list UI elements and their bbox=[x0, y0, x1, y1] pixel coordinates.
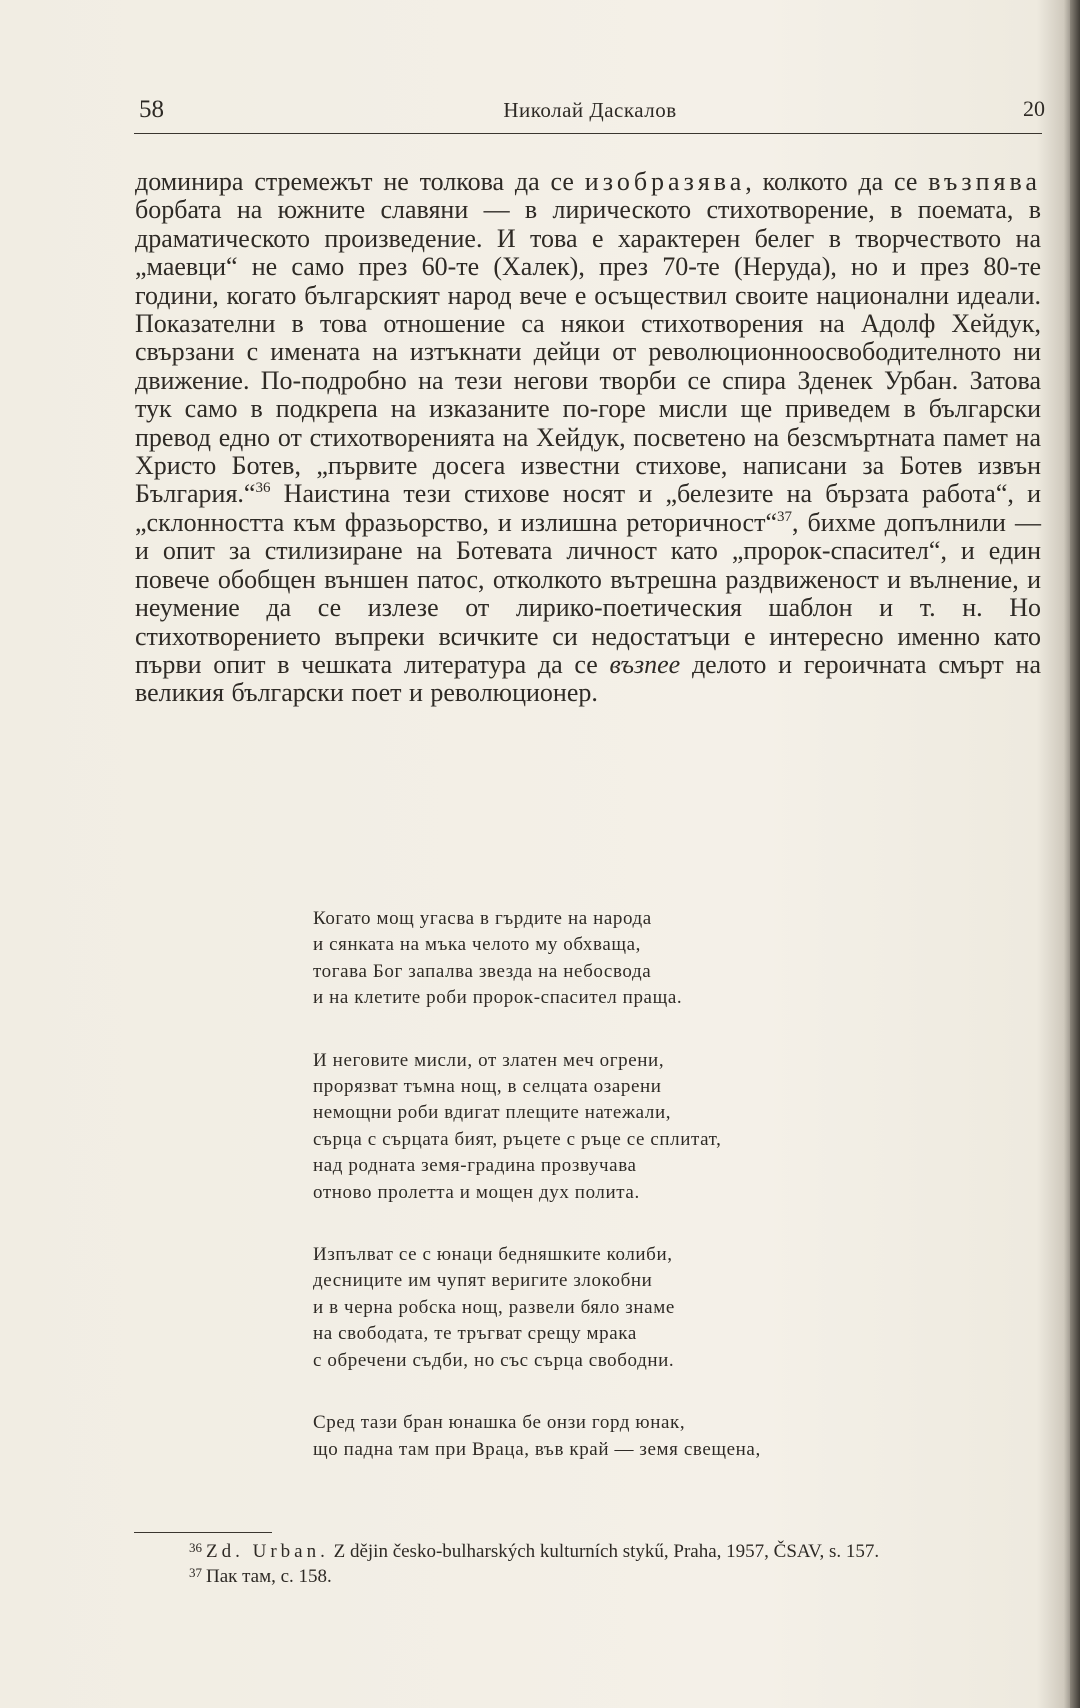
footnote-ref-37[interactable]: 37 bbox=[776, 508, 792, 525]
verse-line: и в черна робска нощ, развели бяло знаме bbox=[313, 1296, 675, 1318]
footnote-mark-36: 36 bbox=[189, 1540, 202, 1555]
verse-line: с обречени съдби, но със сърца свободни. bbox=[313, 1349, 675, 1371]
verse-line: Сред тази бран юнашка бе онзи горд юнак, bbox=[313, 1412, 686, 1434]
verse-line: сърца с сърцата бият, ръцете с ръце се сплитат, bbox=[313, 1128, 722, 1150]
verse-line: немощни роби вдигат плещите натежали, bbox=[313, 1102, 672, 1124]
footnote-37 bbox=[135, 1565, 1041, 1590]
footnote-mark-37: 37 bbox=[189, 1564, 202, 1580]
header-rule bbox=[134, 133, 1042, 134]
poem-stanza bbox=[313, 906, 1033, 1012]
verse-line: на свободата, те тръгват срещу мрака bbox=[313, 1323, 637, 1345]
poem-quotation bbox=[313, 906, 1033, 1463]
running-title: Николай Даскалов bbox=[503, 98, 677, 122]
poem-stanza bbox=[313, 1048, 1033, 1206]
footnote-ref-36[interactable]: 36 bbox=[255, 480, 271, 497]
emphasis-spaced-1: изобразява bbox=[584, 167, 746, 196]
verse-line: Когато мощ угасва в гърдите на народа bbox=[313, 908, 652, 929]
footnote-rule bbox=[134, 1532, 272, 1533]
verse-line: над родната земя-градина прозвучава bbox=[313, 1155, 637, 1177]
body-segment-1: доминира стремежът не толкова да се bbox=[135, 167, 585, 196]
body-segment-6: делото и героичната смърт на великия български поет и революционер. bbox=[135, 649, 1041, 708]
verse-line: и на клетите роби пророк-спасител праща. bbox=[313, 987, 683, 1009]
footnote-36 bbox=[135, 1540, 1041, 1565]
verse-line: прорязват тъмна нощ, в селцата озарени bbox=[313, 1076, 662, 1098]
book-spine-edge bbox=[1070, 0, 1080, 1708]
footnotes bbox=[135, 1540, 1041, 1589]
verse-line: десниците им чупят веригите злокобни bbox=[313, 1270, 653, 1292]
page-number: 58 bbox=[139, 96, 164, 123]
emphasis-spaced-2: възпява bbox=[928, 167, 1041, 196]
poem-stanza bbox=[313, 1410, 1033, 1463]
footnote-36-author: Zd. Urban. bbox=[206, 1541, 329, 1562]
poem-stanza bbox=[313, 1242, 1033, 1374]
footnote-37-text: Пак там, с. 158. bbox=[206, 1565, 332, 1587]
paragraph-text bbox=[135, 168, 1041, 708]
main-paragraph bbox=[135, 168, 1041, 708]
verse-line: И неговите мисли, от златен меч огрени, bbox=[313, 1049, 665, 1071]
body-segment-2: , колкото да се bbox=[745, 167, 929, 196]
verse-line: Изпълват се с юнаци бедняшките колиби, bbox=[313, 1244, 673, 1266]
body-segment-4: Наистина тези стихове носят и „белезите на бързата работа“, и „склонността към фразьорство, и излишна реторичност“ bbox=[135, 479, 1041, 537]
verse-line: отново пролетта и мощен дух полита. bbox=[313, 1181, 640, 1203]
emphasis-italic: възпее bbox=[609, 649, 681, 679]
verse-line: що падна там при Враца, във край — земя свещена, bbox=[313, 1438, 761, 1460]
footnote-36-text: Z dějin česko-bulharských kulturních stykű, Praha, 1957, ČSAV, s. 157. bbox=[328, 1541, 880, 1562]
right-margin-mark: 20 bbox=[1023, 96, 1045, 121]
running-head bbox=[135, 96, 1045, 126]
verse-line: тогава Бог запалва звезда на небосвода bbox=[313, 960, 652, 982]
body-segment-3: борбата на южните славяни — в лирическото стихотворение, в поемата, в драматическото произведение. И това е характерен белег в творчеството на „маевци“ не само през 60-те (Халек), през 70-те (Неруда), но и през 80-те години, когато българският народ вече е осъществил своите национални идеали. Показателни в това отношение са някои стихотворения на Адолф Хейдук, свързани с имената на изтъкнати дейци от революционноосвободителното ни движение. По-подробно на тези негови творби се спира Зденек Урбан. Затова тук само в подкрепа на изказаните по-горе мисли ще приведем в български превод едно от стихотворенията на Хейдук, посветено на безсмъртната памет на Христо Ботев, „първите досега известни стихове, написани за Ботев извън България.“ bbox=[135, 195, 1041, 509]
verse-line: и сянката на мъка челото му обхваща, bbox=[313, 934, 641, 956]
body-segment-5: , бихме допълнили — и опит за стилизиране на Ботевата личност като „пророк-спасител“, и един повече обобщен външен патос, отколкото вътрешна раздвиженост и вълнение, и неумение да се излезе от лирико-поетическия шаблон и т. н. Но стихотворението въпреки всичките си недостатъци е интересно именно като първи опит в чешката литература да се bbox=[135, 507, 1041, 679]
